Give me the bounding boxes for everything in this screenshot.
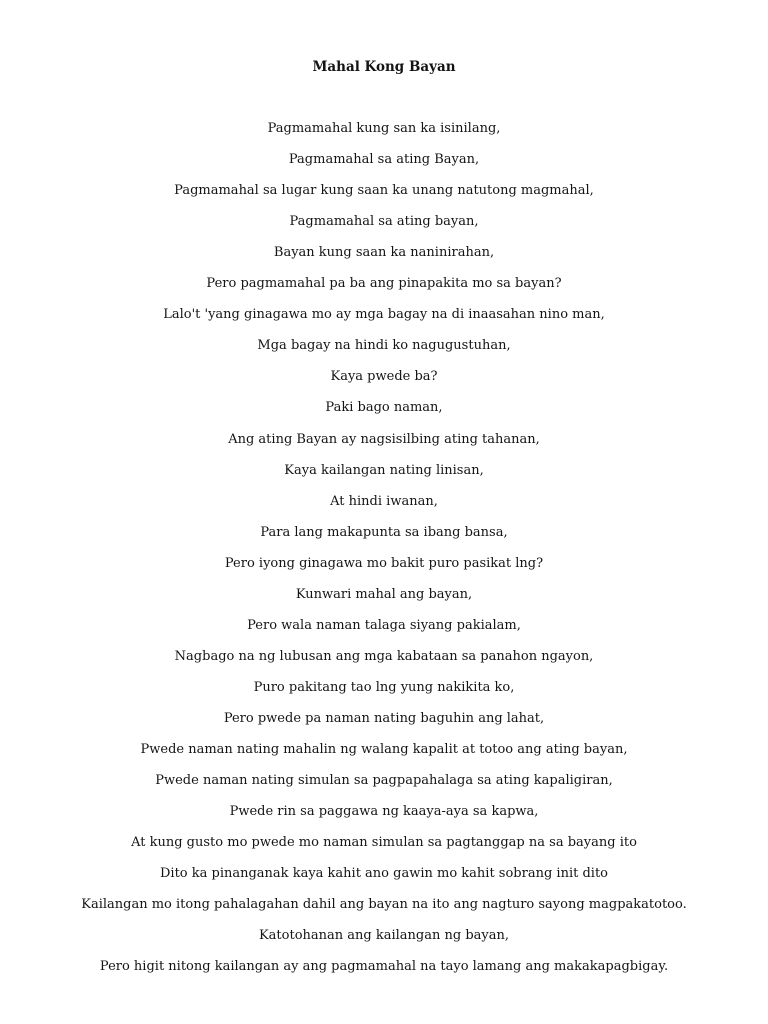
- poem-line: Pero wala naman talaga siyang pakialam,: [247, 617, 521, 633]
- poem-line: Nagbago na ng lubusan ang mga kabataan sa panahon ngayon,: [174, 648, 594, 664]
- poem-line: Pagmamahal sa ating Bayan,: [288, 152, 480, 168]
- poem-line: Pwede rin sa paggawa ng kaaya-aya sa kapwa,: [229, 804, 539, 820]
- poem-line: Pwede naman nating mahalin ng walang kapalit at totoo ang ating bayan,: [140, 742, 628, 757]
- poem-line: Katotohanan ang kailangan ng bayan,: [258, 928, 510, 944]
- poem-line: Pagmamahal sa ating bayan,: [289, 214, 479, 230]
- poem-line: Lalo't 'yang ginagawa mo ay mga bagay na di inaasahan nino man,: [163, 307, 605, 323]
- poem-line: Pero pagmamahal pa ba ang pinapakita mo sa bayan?: [206, 276, 562, 292]
- poem-line: Paki bago naman,: [325, 400, 443, 416]
- poem-line: Kaya kailangan nating linisan,: [284, 462, 484, 478]
- poem-line: Kunwari mahal ang bayan,: [295, 586, 473, 602]
- poem-line: Puro pakitang tao lng yung nakikita ko,: [253, 679, 515, 695]
- poem-line: Kaya pwede ba?: [330, 369, 438, 385]
- poem-line: At kung gusto mo pwede mo naman simulan sa pagtanggap na sa bayang ito: [131, 835, 637, 851]
- poem-line: Pwede naman nating simulan sa pagpapahalaga sa ating kapaligiran,: [155, 773, 613, 789]
- poem-line: Pero pwede pa naman nating baguhin ang lahat,: [223, 711, 545, 726]
- poem-line: Ang ating Bayan ay nagsisilbing ating tahanan,: [228, 431, 540, 447]
- poem-line: Pagmamahal sa lugar kung saan ka unang natutong magmahal,: [174, 183, 594, 199]
- poem-line: Mga bagay na hindi ko nagugustuhan,: [257, 338, 511, 354]
- poem-line: Pero iyong ginagawa mo bakit puro pasikat lng?: [224, 555, 544, 571]
- poem-line: Pero higit nitong kailangan ay ang pagmamahal na tayo lamang ang makakapagbigay.: [99, 959, 669, 975]
- poem-line: At hindi iwanan,: [330, 493, 438, 509]
- poem-line: Para lang makapunta sa ibang bansa,: [260, 524, 508, 540]
- poem-title: Mahal Kong Bayan: [312, 59, 456, 75]
- poem-line: Bayan kung saan ka naninirahan,: [273, 245, 495, 261]
- poem-line: Kailangan mo itong pahalagahan dahil ang bayan na ito ang nagturo sayong magpakatotoo.: [81, 897, 687, 913]
- poem-line: Pagmamahal kung san ka isinilang,: [267, 121, 501, 136]
- poem-line: Dito ka pinanganak kaya kahit ano gawin mo kahit sobrang init dito: [159, 866, 608, 882]
